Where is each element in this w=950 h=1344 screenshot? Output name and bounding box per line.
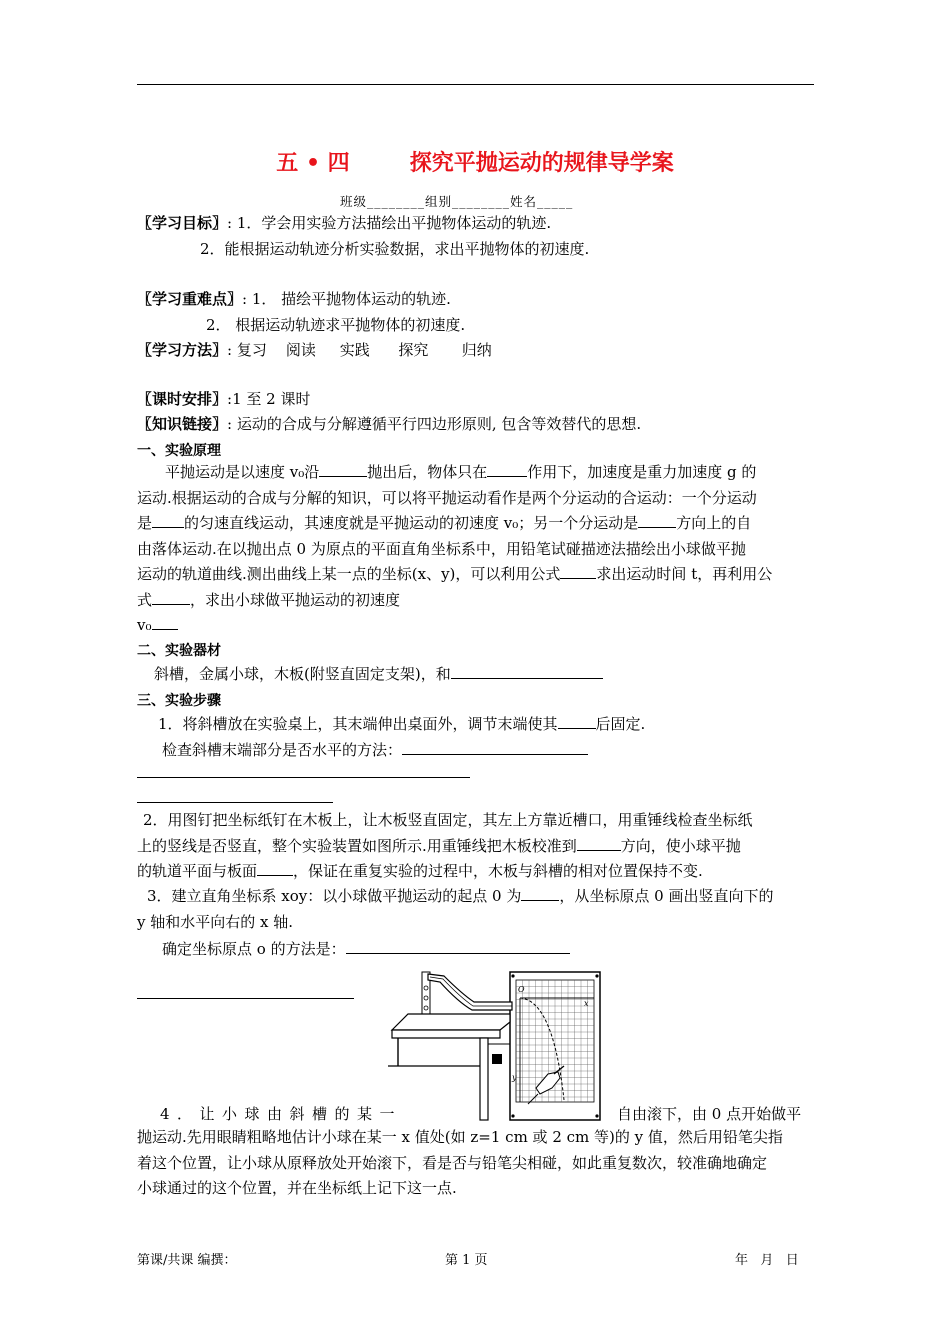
table [388,1014,510,1120]
section-2-body: 斜槽，金属小球，木板(附竖直固定支架)，和 [154,663,603,684]
student-info-fields: 班级________组别________姓名_____ [340,194,574,209]
step-1-check: 检查斜槽末端部分是否水平的方法： [162,739,588,760]
objectives-line-2: 2．能根据运动轨迹分析实验数据，求出平抛物体的初速度. [200,240,590,258]
page-title [0,146,950,177]
section-2-heading: 二、实验器材 [137,643,221,659]
y-axis-label: y [512,1073,517,1082]
answer-line-2 [137,802,333,803]
origin-label: O [518,985,525,994]
links-label: 〖知识链接〗 [137,415,228,433]
footer-date: 年 月 日 [735,1253,799,1268]
footer-left: 第课/共课 编撰： [137,1253,237,1268]
title-main: 探究平抛运动的规律导学案 [409,151,674,176]
schedule-line: 〖课时安排〗:1 至 2 课时 [137,390,311,408]
footer-page-number: 第 1 页 [445,1253,488,1268]
section-1-heading: 一、实验原理 [137,443,221,459]
header-rule [137,84,814,85]
x-axis-label: x [584,999,589,1008]
step-4-line-1a: 4．让小球由斜槽的某一 [160,1105,403,1123]
section-1-body: 平抛运动是以速度 v₀沿 抛出后，物体只在 作用下，加速度是重力加速度 g 的 运动.根据运动的合成与分解的知识，可以将平抛运动看作是两个分运动的合运动：一个分运动 是 的匀速直线运动，其速度就是平抛运动的初速度 v₀；另一个分运动是 方向上的自 由落体运动.在以抛出点 0 为原点的平面直角坐标系中，用铅笔试碰描迹法描绘出小球做平抛 运动的轨道曲线.测出曲线上某一点的坐标(x、y)，可以利用公式 求出运动时间 t，再利用公 式 ，求出小球做平抛运动的初速度 v₀ [137,463,773,634]
section-3-heading: 三、实验步骤 [137,693,221,709]
key-points-label: 〖学习重难点〗 [137,290,243,308]
answer-line-3 [137,998,354,999]
step-1: 1．将斜槽放在实验桌上，其末端伸出桌面外，调节末端使其 后固定. [158,715,646,733]
apparatus-figure [388,970,604,1122]
step-3-origin: 确定坐标原点 o 的方法是： [162,938,570,959]
links-line: 〖知识链接〗: 运动的合成与分解遵循平行四边形原则, 包含等效替代的思想. [137,415,642,433]
key-points-line-2: 2． 根据运动轨迹求平抛物体的初速度. [206,316,466,334]
methods-line: 〖学习方法〗: 复习 阅读 实践 探究 归纳 [137,341,492,359]
methods-label: 〖学习方法〗 [137,341,228,359]
coordinate-board [510,972,600,1120]
key-points-line-1: 〖学习重难点〗: 1． 描绘平抛物体运动的轨迹. [137,290,451,308]
step-4-line-1b: 自由滚下，由 0 点开始做平 [617,1105,802,1123]
step-3: 3．建立直角坐标系 xoy：以小球做平抛运动的起点 0 为 ，从坐标原点 0 画出竖直向下的 y 轴和水平向右的 x 轴. [137,887,774,931]
title-prefix: 五 • 四 [276,151,350,176]
answer-line-1 [137,777,470,778]
step-4-body: 抛运动.先用眼睛粗略地估计小球在某一 x 值处(如 z=1 cm 或 2 cm 等)的 y 值，然后用铅笔尖指 着这个位置，让小球从原释放处开始滚下，看是否与铅笔尖相碰，如此重复数次，较准确地确定 小球通过的这个位置，并在坐标纸上记下这一点. [137,1128,783,1197]
step-2: 2．用图钉把坐标纸钉在木板上，让木板竖直固定，其左上方靠近槽口，用重锤线检查坐标纸 上的竖线是否竖直，整个实验装置如图所示.用重锤线把木板校准到 方向，使小球平抛 的轨道平面与板面 ，保证在重复实验的过程中，木板与斜槽的相对位置保持不变. [137,811,753,880]
objectives-label: 〖学习目标〗 [137,214,228,232]
schedule-label: 〖课时安排〗 [137,390,228,408]
objectives-line-1: 〖学习目标〗: 1．学会用实验方法描绘出平抛物体运动的轨迹. [137,214,552,232]
